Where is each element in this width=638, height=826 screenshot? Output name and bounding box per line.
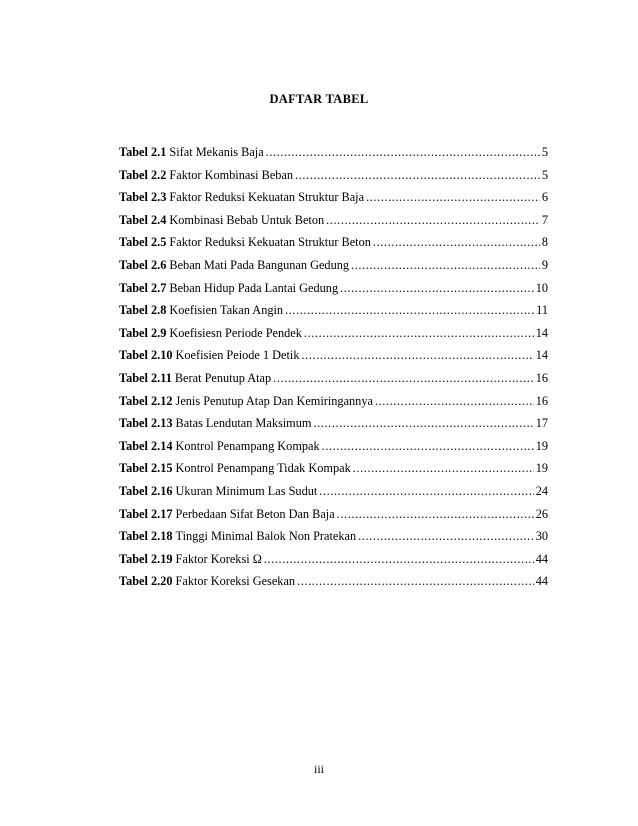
dot-leader (351, 258, 540, 273)
list-item[interactable] (119, 461, 548, 484)
table-label: Tabel 2.13 (119, 416, 173, 431)
table-label: Tabel 2.20 (119, 574, 173, 589)
table-title: Berat Penutup Atap (174, 370, 272, 385)
table-title: Beban Hidup Pada Lantai Gedung (169, 280, 339, 295)
page-ref: 26 (535, 506, 548, 521)
list-item[interactable] (119, 235, 548, 258)
list-item[interactable] (119, 529, 548, 552)
page-ref: 10 (535, 280, 548, 295)
list-item[interactable] (119, 371, 548, 394)
page-ref: 7 (541, 212, 548, 227)
table-label: Tabel 2.12 (119, 393, 173, 408)
page-ref: 16 (535, 370, 548, 385)
dot-leader (358, 529, 534, 544)
dot-leader (302, 348, 534, 363)
page-ref: 11 (536, 303, 548, 318)
dot-leader (297, 574, 534, 589)
table-title: Beban Mati Pada Bangunan Gedung (169, 257, 350, 272)
table-label: Tabel 2.3 (119, 190, 167, 205)
table-label: Tabel 2.4 (119, 212, 167, 227)
table-label: Tabel 2.18 (119, 529, 173, 544)
dot-leader (366, 190, 540, 205)
page-ref: 44 (535, 551, 548, 566)
table-label: Tabel 2.15 (119, 461, 173, 476)
table-title: Tinggi Minimal Balok Non Pratekan (175, 529, 357, 544)
table-title: Ukuran Minimum Las Sudut (175, 483, 318, 498)
table-label: Tabel 2.7 (119, 280, 167, 295)
list-item[interactable] (119, 258, 548, 281)
table-label: Tabel 2.17 (119, 506, 173, 521)
list-item[interactable] (119, 574, 548, 597)
list-item[interactable] (119, 190, 548, 213)
table-title: Faktor Koreksi Gesekan (175, 574, 296, 589)
table-title: Koefisien Takan Angin (169, 303, 284, 318)
list-item[interactable] (119, 394, 548, 417)
table-title: Koefisien Peiode 1 Detik (175, 348, 300, 363)
list-item[interactable] (119, 213, 548, 236)
table-label: Tabel 2.2 (119, 167, 167, 182)
page-ref: 19 (535, 438, 548, 453)
dot-leader (304, 326, 534, 341)
page-ref: 19 (535, 461, 548, 476)
dot-leader (295, 168, 540, 183)
list-item[interactable] (119, 439, 548, 462)
table-title: Faktor Reduksi Kekuatan Struktur Baja (169, 190, 365, 205)
table-list (119, 145, 548, 597)
dot-leader (273, 371, 534, 386)
page-ref: 14 (535, 325, 548, 340)
table-title: Faktor Kombinasi Beban (169, 167, 294, 182)
list-item[interactable] (119, 507, 548, 530)
page-title: DAFTAR TABEL (269, 92, 369, 106)
list-item[interactable] (119, 281, 548, 304)
table-title: Sifat Mekanis Baja (169, 145, 264, 159)
table-title: Faktor Reduksi Kekuatan Struktur Beton (169, 235, 371, 250)
page-ref: 6 (541, 190, 548, 205)
table-title: Faktor Koreksi Ω (175, 551, 262, 566)
table-title: Jenis Penutup Atap Dan Kemiringannya (175, 393, 373, 408)
dot-leader (264, 552, 534, 567)
dot-leader (375, 394, 534, 409)
dot-leader (322, 439, 534, 454)
page-ref: 17 (535, 416, 548, 431)
page-ref: 24 (535, 483, 548, 498)
page-ref: 14 (535, 348, 548, 363)
dot-leader (285, 303, 534, 318)
list-item[interactable] (119, 145, 548, 168)
table-label: Tabel 2.8 (119, 303, 167, 318)
table-label: Tabel 2.16 (119, 483, 173, 498)
dot-leader (266, 145, 540, 160)
dot-leader (353, 461, 534, 476)
list-item[interactable] (119, 552, 548, 575)
table-title: Batas Lendutan Maksimum (175, 416, 312, 431)
table-label: Tabel 2.6 (119, 257, 167, 272)
list-item[interactable] (119, 348, 548, 371)
page-ref: 9 (541, 257, 548, 272)
dot-leader (326, 213, 540, 228)
page-ref: 5 (541, 167, 548, 182)
dot-leader (319, 484, 533, 499)
table-title: Kombinasi Bebab Untuk Beton (169, 212, 325, 227)
table-label: Tabel 2.10 (119, 348, 173, 363)
table-title: Kontrol Penampang Tidak Kompak (175, 461, 351, 476)
list-item[interactable] (119, 168, 548, 191)
table-label: Tabel 2.1 (119, 145, 167, 159)
dot-leader (313, 416, 533, 431)
table-label: Tabel 2.14 (119, 438, 173, 453)
table-label: Tabel 2.9 (119, 325, 167, 340)
dot-leader (373, 235, 540, 250)
list-item[interactable] (119, 326, 548, 349)
table-title: Koefisiesn Periode Pendek (169, 325, 302, 340)
table-title: Kontrol Penampang Kompak (175, 438, 320, 453)
list-item[interactable] (119, 484, 548, 507)
page-ref: 44 (535, 574, 548, 589)
page-number: iii (313, 762, 324, 776)
page-ref: 30 (535, 529, 548, 544)
page-ref: 16 (535, 393, 548, 408)
page-ref: 5 (541, 145, 548, 159)
page-ref: 8 (541, 235, 548, 250)
table-label: Tabel 2.11 (119, 370, 172, 385)
table-label: Tabel 2.19 (119, 551, 173, 566)
table-title: Perbedaan Sifat Beton Dan Baja (175, 506, 335, 521)
list-item[interactable] (119, 416, 548, 439)
list-item[interactable] (119, 303, 548, 326)
dot-leader (337, 507, 534, 522)
dot-leader (340, 281, 534, 296)
table-label: Tabel 2.5 (119, 235, 167, 250)
